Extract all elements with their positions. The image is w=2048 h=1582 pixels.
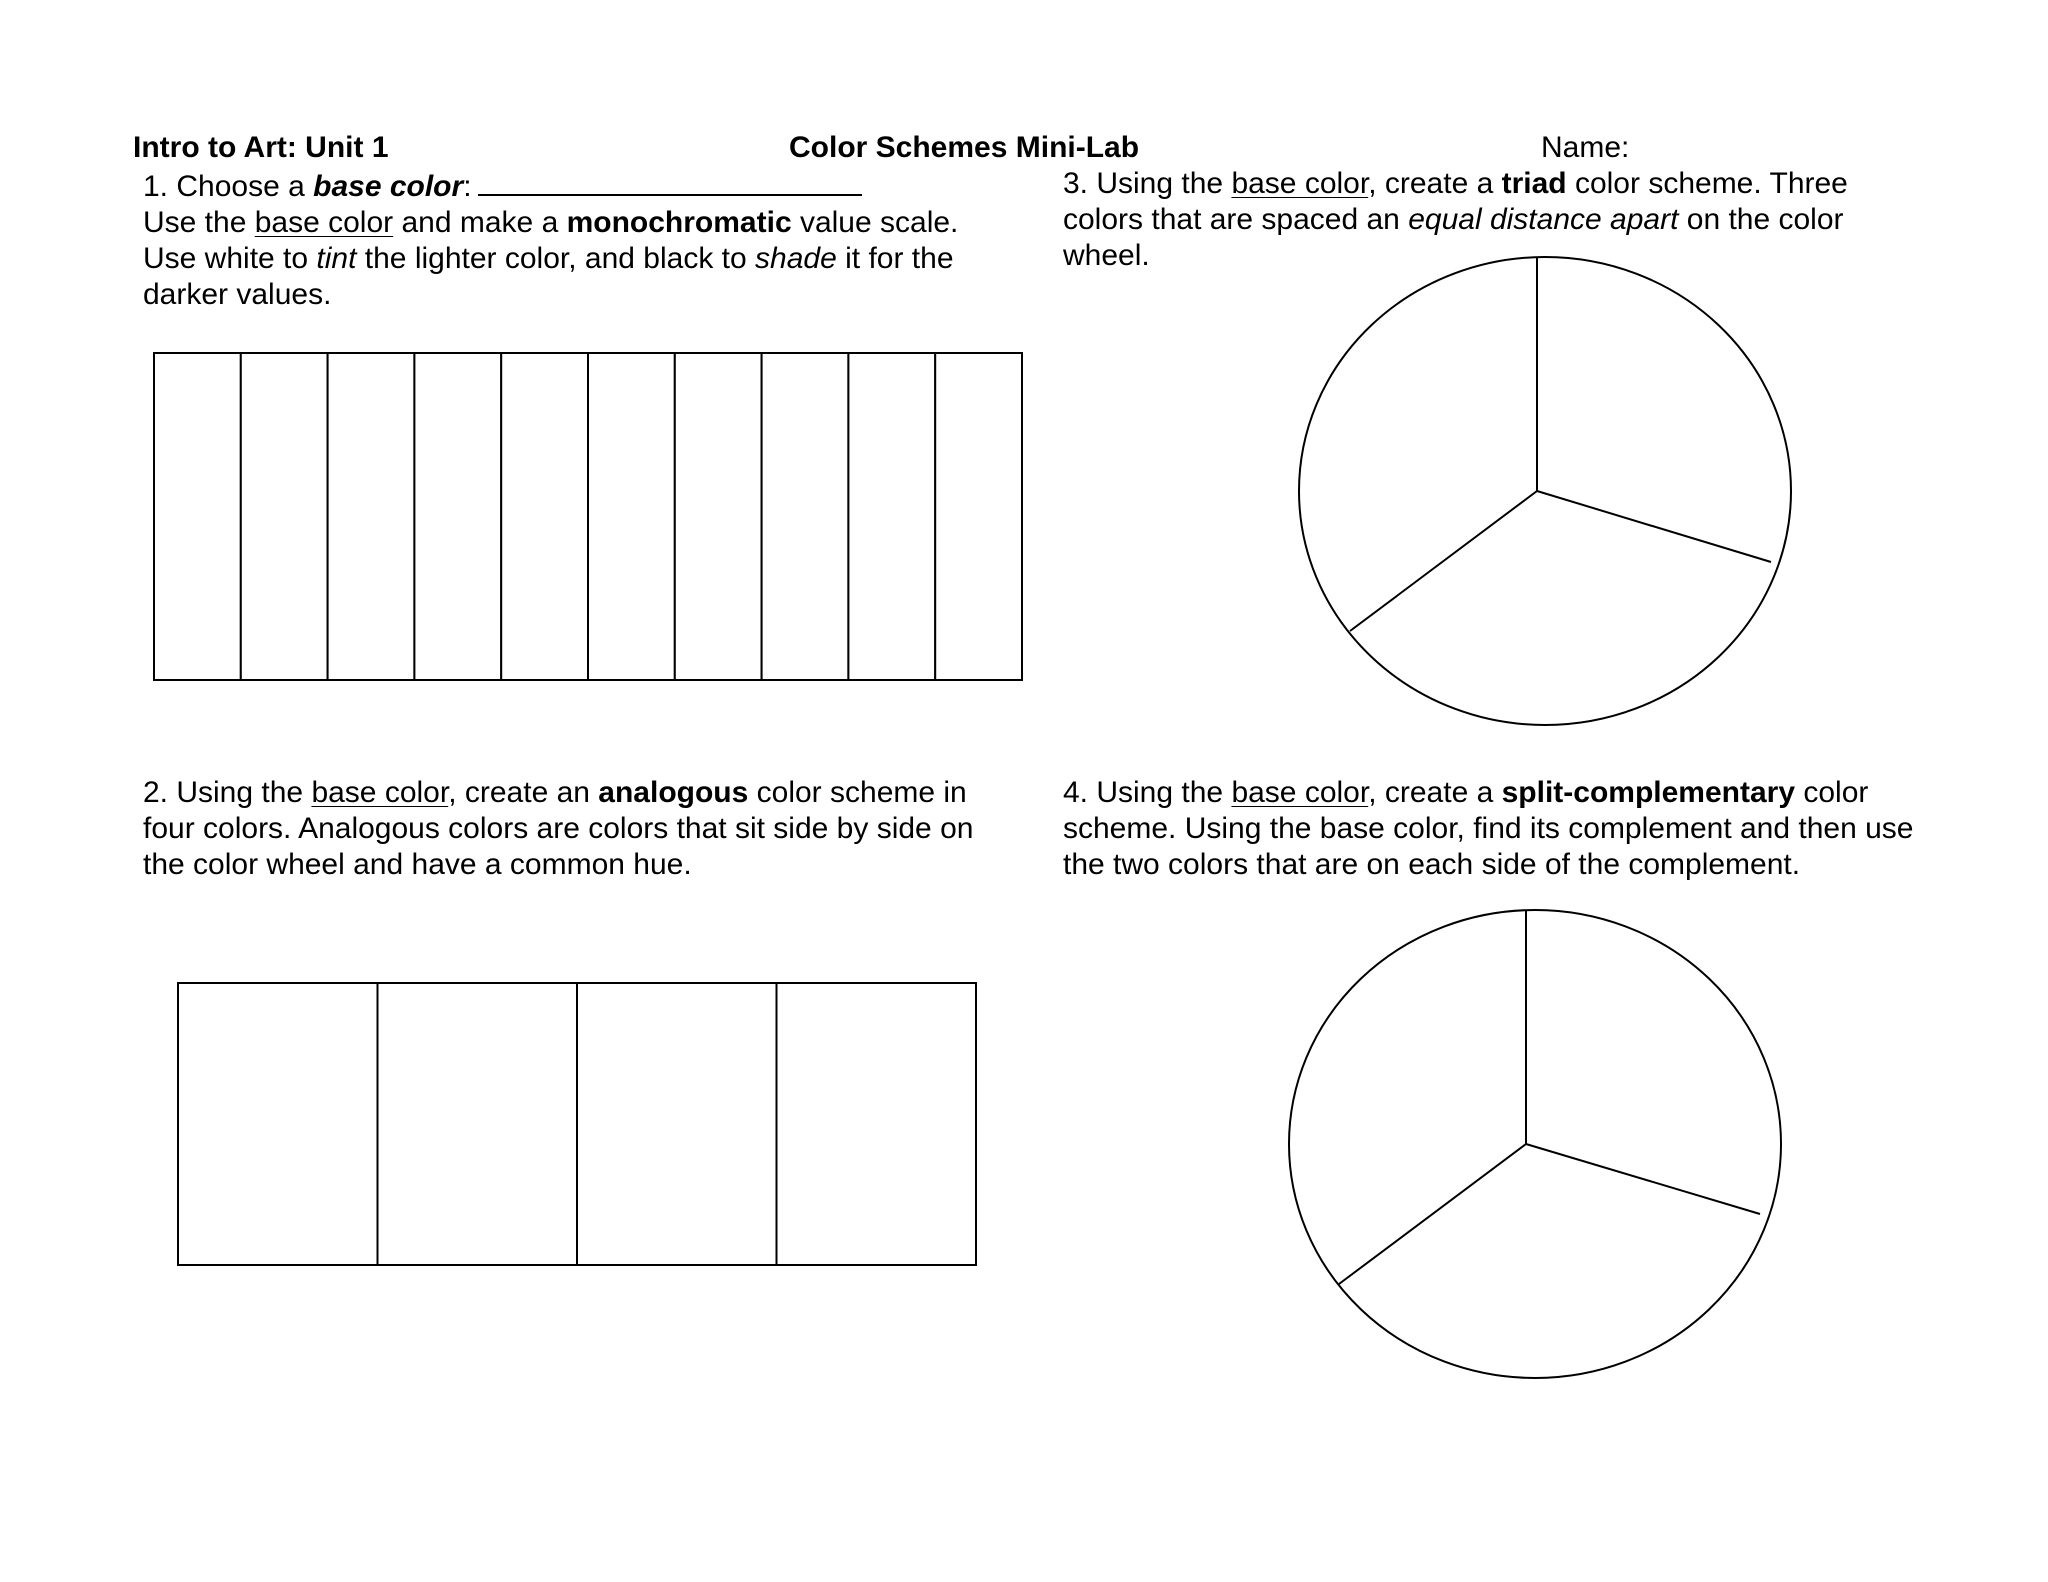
section1-prefix: 1. Choose a [143, 170, 314, 203]
analogous-swatch-3[interactable] [577, 983, 777, 1265]
section3-text: colors that are spaced an [1063, 203, 1409, 236]
triad-term: triad [1501, 167, 1567, 200]
value-scale-cell-7[interactable] [675, 353, 762, 680]
name-label: Name: [1541, 131, 1630, 164]
analogous-swatch-4[interactable] [777, 983, 977, 1265]
section3-text: on the color [1678, 203, 1844, 236]
section2-text: color scheme in [748, 776, 967, 809]
section1-text: Use the [143, 206, 255, 239]
course-title: Intro to Art: Unit 1 [133, 131, 389, 164]
section3-text: 3. Using the [1063, 167, 1232, 200]
analogous-swatches [178, 983, 976, 1265]
section1-line4: darker values. [143, 278, 332, 311]
section4-line2: scheme. Using the base color, find its complement and then use [1063, 812, 1914, 845]
split-wheel-divider [1526, 1144, 1760, 1214]
shade-term: shade [755, 242, 837, 275]
monochromatic-term: monochromatic [566, 206, 792, 239]
triad-wheel-divider [1350, 491, 1537, 631]
base-color-reference: base color [1231, 167, 1369, 200]
section3-text: color scheme. Three [1566, 167, 1848, 200]
section1-text: value scale. [791, 206, 959, 239]
monochromatic-value-scale [154, 353, 1022, 680]
split-complementary-color-wheel [1289, 910, 1781, 1378]
section4-text: 4. Using the [1063, 776, 1232, 809]
section2-text: 2. Using the [143, 776, 312, 809]
analogous-swatch-2[interactable] [378, 983, 578, 1265]
split-wheel-divider [1339, 1144, 1526, 1284]
value-scale-cell-6[interactable] [588, 353, 675, 680]
section3-text: , create a [1368, 167, 1502, 200]
section1-text: and make a [393, 206, 567, 239]
value-scale-cell-4[interactable] [414, 353, 501, 680]
base-color-reference: base color [254, 206, 394, 239]
tint-term: tint [316, 242, 357, 275]
value-scale-cell-10[interactable] [935, 353, 1022, 680]
section4-text: color [1795, 776, 1869, 809]
analogous-swatch-1[interactable] [178, 983, 378, 1265]
base-color-reference: base color [1231, 776, 1369, 809]
section3-line3: wheel. [1063, 239, 1150, 272]
section2-line3: the color wheel and have a common hue. [143, 848, 692, 881]
section4-text: , create a [1368, 776, 1502, 809]
worksheet-title: Color Schemes Mini-Lab [789, 131, 1140, 164]
triad-wheel-outline [1299, 257, 1791, 725]
section1-text: the lighter color, and black to [356, 242, 756, 275]
value-scale-cell-5[interactable] [501, 353, 588, 680]
value-scale-cell-1[interactable] [154, 353, 241, 680]
section1-colon: : [463, 170, 472, 203]
split-wheel-outline [1289, 910, 1781, 1378]
value-scale-cell-9[interactable] [848, 353, 935, 680]
analogous-term: analogous [598, 776, 749, 809]
section2-text: , create an [448, 776, 599, 809]
base-color-reference: base color [311, 776, 449, 809]
section2-line2: four colors. Analogous colors are colors that sit side by side on [143, 812, 974, 845]
equal-distance-term: equal distance apart [1408, 203, 1679, 236]
section1-text: it for the [836, 242, 954, 275]
value-scale-cell-3[interactable] [328, 353, 415, 680]
split-complementary-term: split-complementary [1501, 776, 1796, 809]
triad-wheel-divider [1537, 491, 1771, 562]
value-scale-cell-2[interactable] [241, 353, 328, 680]
section4-line3: the two colors that are on each side of the complement. [1063, 848, 1801, 881]
value-scale-cell-8[interactable] [762, 353, 849, 680]
section1-text: Use white to [143, 242, 317, 275]
base-color-term: base color [313, 170, 464, 203]
triad-color-wheel [1299, 257, 1791, 725]
